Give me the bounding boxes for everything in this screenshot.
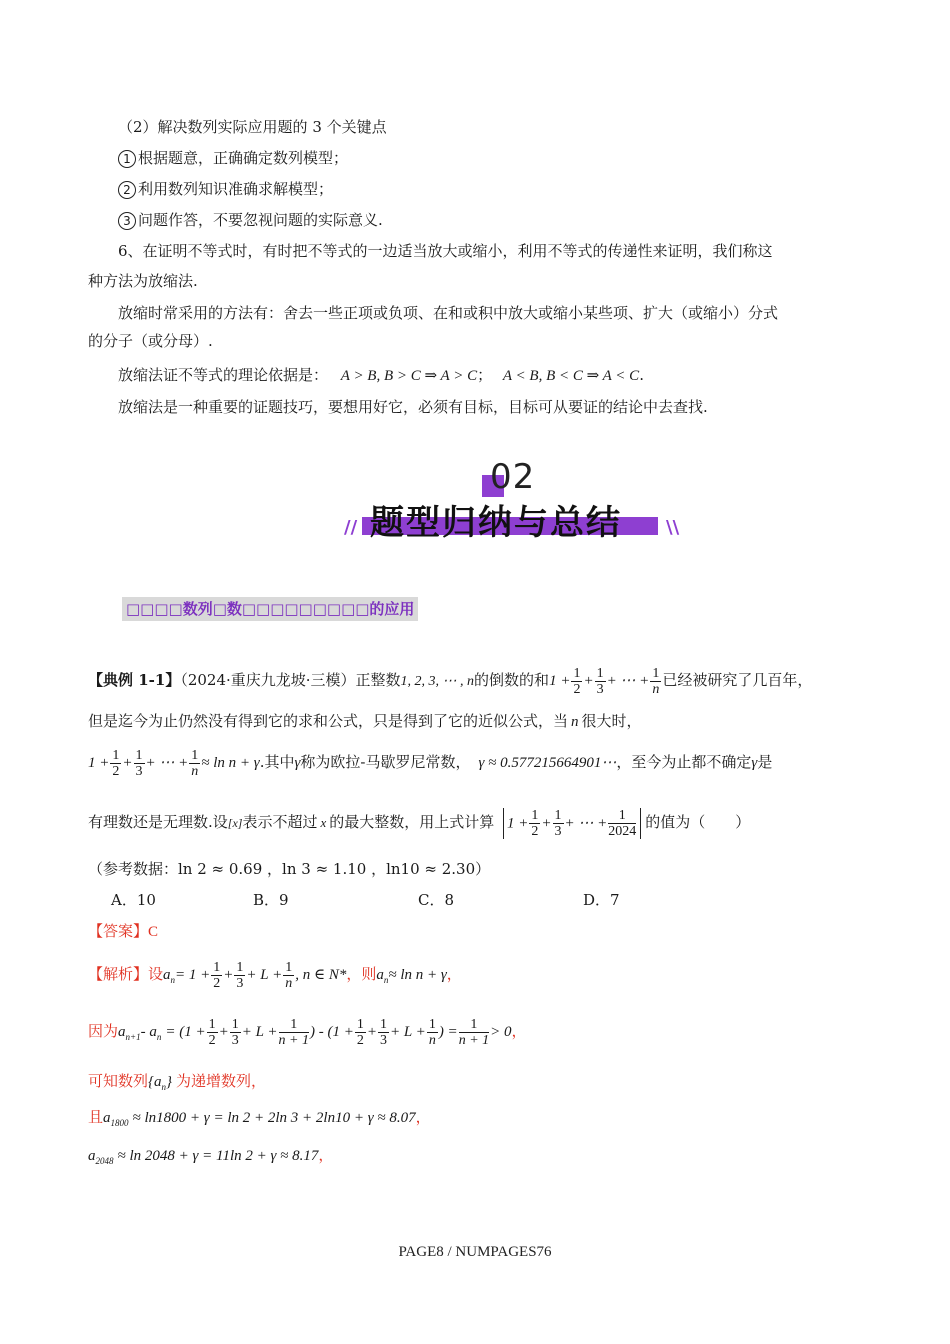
var-x: x xyxy=(320,815,327,830)
analysis-s4c: ≈ ln1800 + γ = ln 2 + 2ln 3 + 2ln10 + γ ≈ 8.07 xyxy=(132,1110,416,1126)
analysis-s2c: - a xyxy=(140,1024,157,1040)
plus-sign-b: + xyxy=(122,755,133,771)
sum-dots: + ⋯ + xyxy=(606,673,650,689)
topic-heading: □□□□数列□数□□□□□□□□□的应用 xyxy=(122,597,418,621)
analysis-s4a: 且 xyxy=(88,1108,104,1126)
choice-c[interactable]: C．8 xyxy=(418,891,455,909)
choice-a[interactable]: A．10 xyxy=(111,891,156,909)
analysis-s1h: ， xyxy=(446,965,462,983)
theory-basis-text: 放缩法证不等式的理论依据是： xyxy=(118,366,329,384)
analysis-line-5 xyxy=(88,1144,862,1172)
point-2-text: 利用数列知识准确求解模型； xyxy=(138,180,334,198)
approx-sum-start: 1 + xyxy=(88,755,110,771)
sub-n: n xyxy=(170,975,176,985)
gamma-value: γ ≈ 0.577215664901⋯ xyxy=(478,755,617,771)
frac-a1: $\frac{1}{2}$ xyxy=(213,959,221,991)
theory-separator: ； xyxy=(477,366,493,384)
theory-end: . xyxy=(639,366,644,384)
page-footer: PAGE8 / NUMPAGES76 xyxy=(398,1244,552,1260)
banner-number: 02 xyxy=(490,457,536,497)
paragraph-scaling-method-line1: 6、在证明不等式时，有时把不等式的一边适当放大或缩小，利用不等式的传递性来证明，我们称这 xyxy=(118,242,773,260)
analysis-s3a: 可知数列 xyxy=(88,1072,149,1090)
analysis-a2048: a xyxy=(88,1148,96,1164)
frac-1-3b: $\frac{1}{3}$ xyxy=(135,747,143,779)
analysis-s2h: > 0 xyxy=(490,1024,512,1040)
analysis-s2d: = (1 + xyxy=(165,1024,206,1040)
analysis-s4d: ， xyxy=(415,1108,431,1126)
example-line-1 xyxy=(88,660,862,700)
analysis-s5d: ， xyxy=(318,1146,334,1164)
answer-line xyxy=(88,920,862,943)
analysis-a1800: a xyxy=(103,1110,111,1126)
analysis-s1e: , n ∈ N* xyxy=(295,967,347,983)
analysis-s5c: ≈ ln 2048 + γ = 11ln 2 + γ ≈ 8.17 xyxy=(117,1148,319,1164)
example-line-2 xyxy=(88,710,862,733)
frac-1-2: $\frac{1}{2}$ xyxy=(573,665,581,697)
example-line2-text: 但是迄今为止仍然没有得到它的求和公式，只是得到了它的近似公式，当 xyxy=(88,712,569,730)
frac-1-2b: $\frac{1}{2}$ xyxy=(112,747,120,779)
sub-n-2: n xyxy=(383,975,389,985)
paragraph-theory-basis xyxy=(118,364,892,387)
analysis-s2i: ， xyxy=(511,1022,527,1040)
analysis-s1g: ≈ ln n + γ xyxy=(388,967,447,983)
approx-dots: + ⋯ + xyxy=(145,755,189,771)
example-text-2: 已经被研究了几百年， xyxy=(662,671,813,689)
floor-expression: 1 + $\frac{1}{2}$ + $\frac{1}{3}$ + ⋯ + $\frac{1}{2024}$ xyxy=(503,808,641,839)
analysis-s1f: ，则 xyxy=(346,965,377,983)
frac-b4: $\frac{1}{2}$ xyxy=(356,1016,364,1048)
circled-number-1: 1 xyxy=(118,150,136,168)
paragraph-technique: 放缩法是一种重要的证题技巧，要想用好它，必须有目标，目标可从要证的结论中去查找. xyxy=(118,398,708,416)
example-line3-a: .其中 xyxy=(259,753,295,771)
example-source: （2024·重庆九龙坡·三模）正整数 xyxy=(180,671,401,689)
example-line2-end: 很大时， xyxy=(581,712,642,730)
plus-sign: + xyxy=(583,673,594,689)
frac-b2: $\frac{1}{3}$ xyxy=(231,1016,239,1048)
analysis-line-2: 因为$a_{n+1}-$ $a_n = (1$ + $\frac{1}{2}$ + $\frac{1}{3}$ + L + $\frac{1}{n + 1}$ ) - (1 + $\frac{1}{2}$ + $\frac{1}{3}$ + L + $\frac{1}{n}$ ) = $\frac{1}{n + 1}$ > 0， xyxy=(88,1016,527,1048)
approx-formula: ≈ ln n + γ xyxy=(201,755,260,771)
paragraph-key-points-title: （2）解决数列实际应用题的 3 个关键点 xyxy=(118,118,387,136)
analysis-an-2: a xyxy=(376,967,384,983)
example-label: 【典例 1-1】 xyxy=(88,671,181,689)
frac-b5: $\frac{1}{3}$ xyxy=(379,1016,387,1048)
var-gamma: γ xyxy=(294,755,301,771)
sub-2048: 2048 xyxy=(95,1156,114,1166)
sum-start: 1 + xyxy=(549,673,571,689)
example-line-4 xyxy=(88,800,862,844)
analysis-an1: a xyxy=(118,1024,126,1040)
analysis-s2g: ) = xyxy=(438,1024,458,1040)
paragraph-scaling-method-line2: 种方法为放缩法. xyxy=(88,272,198,290)
analysis-s2f: ) - (1 + xyxy=(310,1024,354,1040)
section-banner xyxy=(340,455,680,550)
analysis-label: 【解析】 xyxy=(88,965,149,983)
frac-a2: $\frac{1}{3}$ xyxy=(236,959,244,991)
frac-1-nb: $\frac{1}{n}$ xyxy=(191,747,199,779)
frac-b3: $\frac{1}{n + 1}$ xyxy=(278,1016,309,1048)
analysis-s2e-2: + L + xyxy=(389,1024,426,1040)
example-sequence: 1, 2, 3, ⋯ , n xyxy=(400,674,475,689)
analysis-s3d: 为递增数列， xyxy=(176,1072,267,1090)
answer-label: 【答案】 xyxy=(88,922,149,940)
frac-1-n: $\frac{1}{n}$ xyxy=(652,665,660,697)
example-line4-a: 有理数还是无理数.设 xyxy=(88,813,228,831)
sub-n1: n+1 xyxy=(125,1032,141,1042)
sub-1800: 1800 xyxy=(110,1118,129,1128)
paragraph-point-1 xyxy=(118,147,892,169)
example-line3-c: ，至今为止都不确定 xyxy=(616,753,752,771)
analysis-an: a xyxy=(163,967,171,983)
example-line4-c: 的最大整数，用上式计算 xyxy=(329,813,495,831)
frac-b6: $\frac{1}{n}$ xyxy=(428,1016,436,1048)
var-gamma-2: γ xyxy=(751,755,758,771)
choice-b[interactable]: B．9 xyxy=(253,891,289,909)
frac-1-3: $\frac{1}{3}$ xyxy=(596,665,604,697)
answer-value: C xyxy=(148,924,159,940)
paragraph-scaling-common-line2: 的分子（或分母）. xyxy=(88,332,213,350)
example-text-1: 的倒数的和 xyxy=(474,671,550,689)
frac-a3: $\frac{1}{n}$ xyxy=(285,959,293,991)
circled-number-2: 2 xyxy=(118,181,136,199)
sub-n-4: n xyxy=(161,1082,167,1092)
paragraph-point-3 xyxy=(118,209,892,231)
paragraph-point-2 xyxy=(118,178,892,200)
analysis-s2e: + L + xyxy=(241,1024,278,1040)
circled-number-3: 3 xyxy=(118,212,136,230)
analysis-line-4 xyxy=(88,1106,862,1134)
example-line3-d: 是 xyxy=(757,753,773,771)
theory-formula-2: A < B, B < C ⇒ A < C xyxy=(502,368,640,384)
banner-title: 题型归纳与总结 xyxy=(370,503,622,543)
reference-data: （参考数据：ln 2 ≈ 0.69 ，ln 3 ≈ 1.10 ，ln10 ≈ 2.30） xyxy=(88,860,491,878)
floor-notation: [x] xyxy=(227,816,243,830)
analysis-s1d: + L + xyxy=(246,967,283,983)
analysis-s2a: 因为 xyxy=(88,1022,119,1040)
theory-formula-1: A > B, B > C ⇒ A > C xyxy=(340,368,478,384)
paragraph-scaling-common-line1: 放缩时常采用的方法有：舍去一些正项或负项、在和或积中放大或缩小某些项、扩大（或缩小）分式 xyxy=(118,304,779,322)
analysis-s1a: 设 xyxy=(148,965,164,983)
frac-b7: $\frac{1}{n + 1}$ xyxy=(458,1016,490,1048)
analysis-s3c: } xyxy=(166,1074,173,1090)
example-line4-d: 的值为（ ） xyxy=(645,813,751,831)
sub-n-3: n xyxy=(156,1032,162,1042)
banner-right-slashes: \\ xyxy=(666,517,680,538)
choice-d[interactable]: D．7 xyxy=(583,891,620,909)
frac-b1: $\frac{1}{2}$ xyxy=(208,1016,216,1048)
example-line3-b: 称为欧拉-马歇罗尼常数， xyxy=(300,753,471,771)
example-line4-b: 表示不超过 xyxy=(242,813,318,831)
analysis-seq: {a xyxy=(148,1074,162,1090)
analysis-s1c: = 1 + xyxy=(175,967,211,983)
banner-left-slashes: // xyxy=(344,517,358,538)
answer-choices xyxy=(88,889,862,911)
var-n: n xyxy=(571,714,579,730)
point-3-text: 问题作答，不要忽视问题的实际意义. xyxy=(138,211,383,229)
example-line-3 xyxy=(88,742,862,782)
point-1-text: 根据题意，正确确定数列模型； xyxy=(138,149,349,167)
analysis-line-1: 【解析】设$a_n= 1$ + $\frac{1}{2}$ + $\frac{1}{3}$ + L + $\frac{1}{n}$ , n ∈ N*，则$a_n\approx \ln n + \gamma$， xyxy=(88,959,462,991)
analysis-line-3 xyxy=(88,1070,862,1098)
